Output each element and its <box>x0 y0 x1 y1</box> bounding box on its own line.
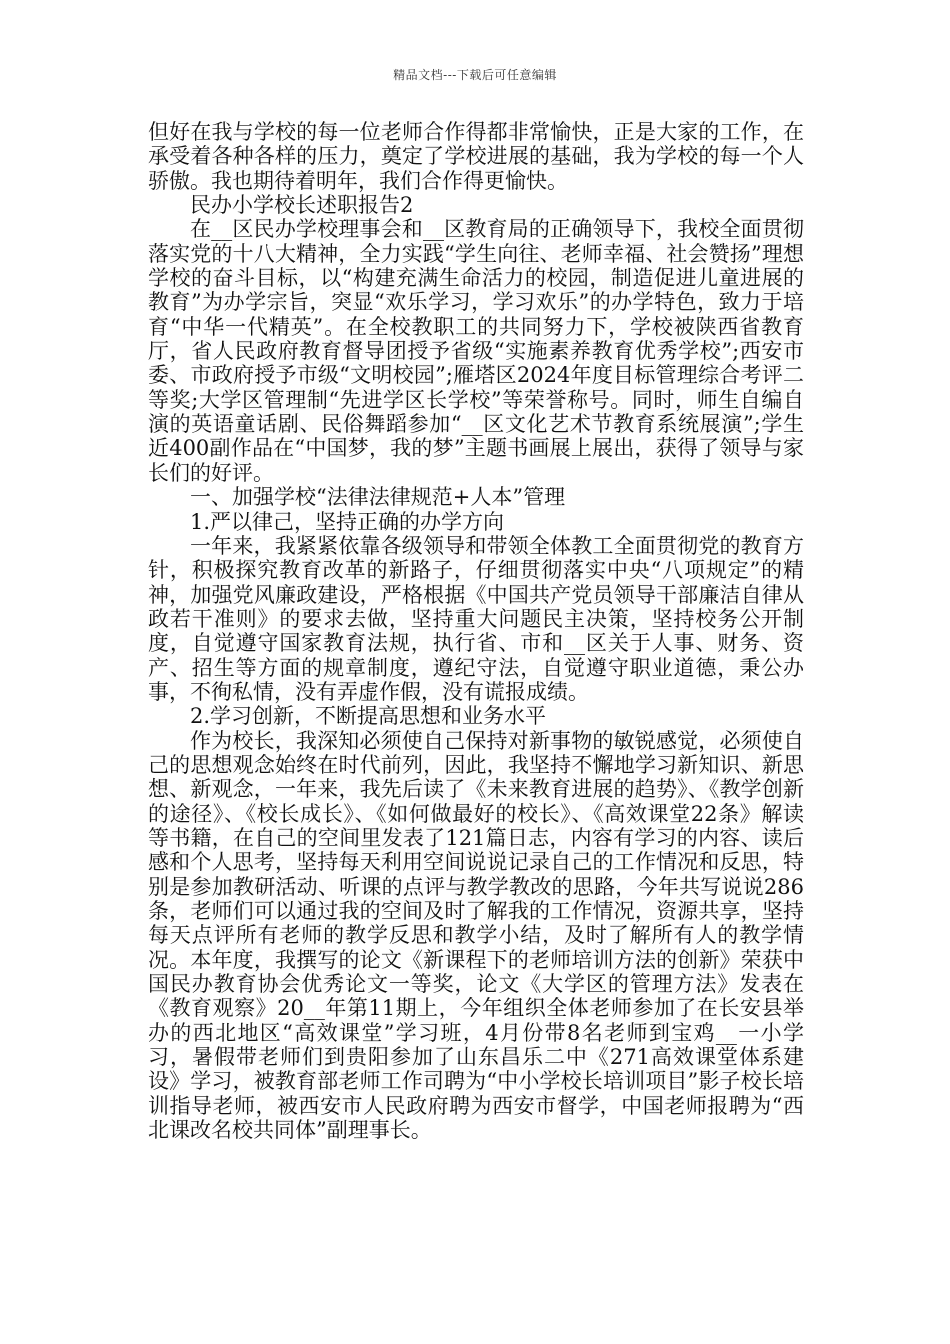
report-title: 民办小学校长述职报告2 <box>190 193 414 218</box>
paragraph-intro: 在__区民办学校理事会和__区教育局的正确领导下，我校全面贯彻落实党的十八大精神，全力实践“学生向往、老师幸福、社会赞扬”理想学校的奋斗目标，以“构建充满生命活力的校园，制造促进儿童进展的教育”为办学宗旨，突显“欢乐学习，学习欢乐”的办学特色，致力于培育“中华一代精英”。在全校教职工的共同努力下，学校被陕西省教育厅，省人民政府教育督导团授予省级“实施素养教育优秀学校”;西安市委、市政府授予市级“文明校园”;雁塔区2024年度目标管理综合考评二等奖;大学区管理制“先进学区长学校”等荣誉称号。同时，师生自编自演的英语童话剧、民俗舞蹈参加“__区文化艺术节教育系统展演”;学生近400副作品在“中国梦，我的梦”主题书画展上展出，获得了领导与家长们的好评。 <box>148 217 804 485</box>
paragraph-subsection-1: 一年来，我紧紧依靠各级领导和带领全体教工全面贯彻党的教育方针，积极探究教育改革的新路子，仔细贯彻落实中央“八项规定”的精神，加强党风廉政建设，严格根据《中国共产党员领导干部廉洁自律从政若干准则》的要求去做，坚持重大问题民主决策，坚持校务公开制度，自觉遵守国家教育法规，执行省、市和__区关于人事、财务、资产、招生等方面的规章制度，遵纪守法，自觉遵守职业道德，秉公办事，不徇私情，没有弄虚作假，没有谎报成绩。 <box>148 533 804 704</box>
subsection-heading-1: 1.严以律己，坚持正确的办学方向 <box>190 509 505 534</box>
page-header: 精品文档---下载后可任意编辑 <box>393 68 557 82</box>
subsection-heading-2: 2.学习创新，不断提高思想和业务水平 <box>190 704 547 729</box>
paragraph-subsection-2: 作为校长，我深知必须使自己保持对新事物的敏锐感觉，必须使自己的思想观念始终在时代前列，因此，我坚持不懈地学习新知识、新思想、新观念，一年来，我先后读了《未来教育进展的趋势》、《教学创新的途径》、《校长成长》、《如何做最好的校长》、《高效课堂22条》解读等书籍，在自己的空间里发表了121篇日志，内容有学习的内容、读后感和个人思考，坚持每天利用空间说说记录自己的工作情况和反思，特别是参加教研活动、听课的点评与教学教改的思路，今年共写说说286条，老师们可以通过我的空间及时了解我的工作情况，资源共享，坚持每天点评所有老师的教学反思和教学小结，及时了解所有人的教学情况。本年度，我撰写的论文《新课程下的老师培训方法的创新》荣获中国民办教育协会优秀论文一等奖，论文《大学区的管理方法》发表在《教育观察》20__年第11期上，今年组织全体老师参加了在长安县举办的西北地区“高效课堂”学习班，4月份带8名老师到宝鸡__一小学习，暑假带老师们到贵阳参加了山东昌乐二中《271高效课堂体系建设》学习，被教育部老师工作司聘为“中小学校长培训项目”影子校长培训指导老师，被西安市人民政府聘为西安市督学，中国老师报聘为“西北课改名校共同体”副理事长。 <box>148 728 804 1143</box>
document-body <box>148 120 804 1142</box>
section-heading: 一、加强学校“法律法律规范+人本”管理 <box>190 485 566 510</box>
paragraph-closing: 但好在我与学校的每一位老师合作得都非常愉快，正是大家的工作，在承受着各种各样的压力，奠定了学校进展的基础，我为学校的每一个人骄傲。我也期待着明年，我们合作得更愉快。 <box>148 120 804 193</box>
